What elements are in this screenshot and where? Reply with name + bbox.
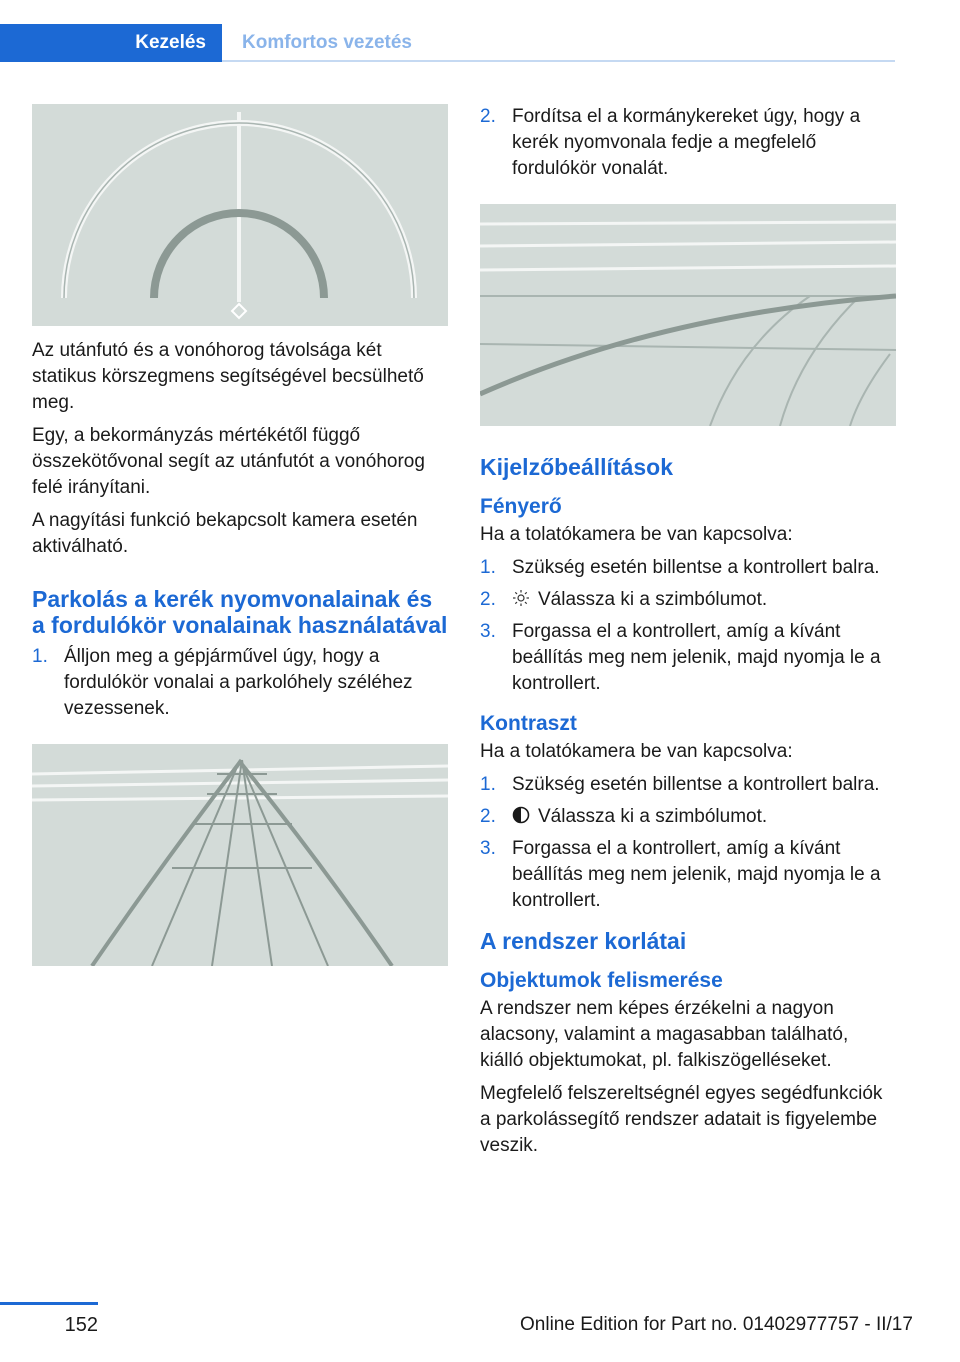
step-text: Szükség esetén billentse a kontrollert balra.	[512, 557, 880, 578]
parking-steps-left	[32, 644, 448, 722]
tab-komfortos-vezetes[interactable]: Komfortos vezetés	[222, 24, 895, 62]
step-number: 3.	[480, 621, 496, 642]
objects-paragraph-2: Megfelelő felszereltségnél egyes segédfunkciók a parkolássegítő rendszer adatait is figyelembe veszik.	[480, 1083, 883, 1156]
list-item	[480, 772, 896, 798]
list-item	[480, 555, 896, 581]
step-text: Forgassa el a kontrollert, amíg a kívánt beállítás meg nem jelenik, majd nyomja le a kontrollert.	[512, 621, 881, 694]
page-number: 152	[64, 1314, 98, 1336]
brightness-intro: Ha a tolatókamera be van kapcsolva:	[480, 524, 793, 545]
paragraph-distance: Az utánfutó és a vonóhorog távolsága két statikus körszegmens segítségével becsülhető meg.	[32, 340, 424, 413]
tab-kezeles[interactable]: Kezelés	[0, 24, 222, 62]
left-column	[32, 104, 448, 966]
parking-steps-right	[480, 104, 896, 182]
right-column	[480, 104, 896, 1166]
step-number: 1.	[480, 774, 496, 795]
step-text: Forgassa el a kontrollert, amíg a kívánt beállítás meg nem jelenik, majd nyomja le a kontrollert.	[512, 838, 881, 911]
subsection-title-objects: Objektumok felismerése	[480, 969, 723, 992]
brightness-steps	[480, 555, 896, 697]
page-number-bar	[0, 1302, 98, 1305]
trailer-hitch-figure	[32, 104, 448, 326]
section-title-limits: A rendszer korlátai	[480, 928, 687, 954]
header-tab-bar	[0, 24, 895, 62]
contrast-icon	[512, 806, 530, 824]
brightness-icon	[512, 589, 530, 607]
step-text: Válassza ki a szimbólumot.	[538, 589, 768, 610]
paragraph-connecting-line: Egy, a bekormányzás mértékétől függő összekötővonal segít az utánfutót a vonóhorog felé irányítani.	[32, 425, 425, 498]
step-text: Álljon meg a gépjárművel úgy, hogy a fordulókör vonalai a parkolóhely széléhez vezessenek.	[64, 646, 413, 719]
subsection-title-brightness: Fényerő	[480, 495, 562, 518]
section-title-display-settings: Kijelzőbeállítások	[480, 454, 674, 480]
list-item	[480, 619, 896, 697]
step-text: Válassza ki a szimbólumot.	[538, 806, 768, 827]
section-title-parking: Parkolás a kerék nyomvonalainak és a fordulókör vonalainak használatával	[32, 586, 448, 638]
step-text: Szükség esetén billentse a kontrollert balra.	[512, 774, 880, 795]
step-number: 1.	[32, 646, 48, 667]
paragraph-zoom: A nagyítási funkció bekapcsolt kamera esetén aktiválható.	[32, 510, 418, 557]
step-number: 3.	[480, 838, 496, 859]
list-item	[480, 804, 896, 830]
footer-edition: Online Edition for Part no. 01402977757 - II/17	[520, 1314, 913, 1335]
step-number: 1.	[480, 557, 496, 578]
step-number: 2.	[480, 589, 496, 610]
step-number: 2.	[480, 806, 496, 827]
step-text: Fordítsa el a kormánykereket úgy, hogy a kerék nyomvonala fedje a megfelelő fordulókör vonalát.	[512, 106, 861, 179]
subsection-title-contrast: Kontraszt	[480, 712, 577, 735]
contrast-intro: Ha a tolatókamera be van kapcsolva:	[480, 741, 793, 762]
step-number: 2.	[480, 106, 496, 127]
objects-paragraph-1: A rendszer nem képes érzékelni a nagyon alacsony, valamint a magasabban található, kiálló objektumokat, pl. falkiszögelléseket.	[480, 998, 849, 1071]
list-item	[480, 836, 896, 914]
list-item	[480, 104, 896, 182]
list-item	[480, 587, 896, 613]
turning-circle-figure	[32, 744, 448, 966]
contrast-steps	[480, 772, 896, 914]
list-item	[32, 644, 448, 722]
wheel-track-figure	[480, 204, 896, 426]
